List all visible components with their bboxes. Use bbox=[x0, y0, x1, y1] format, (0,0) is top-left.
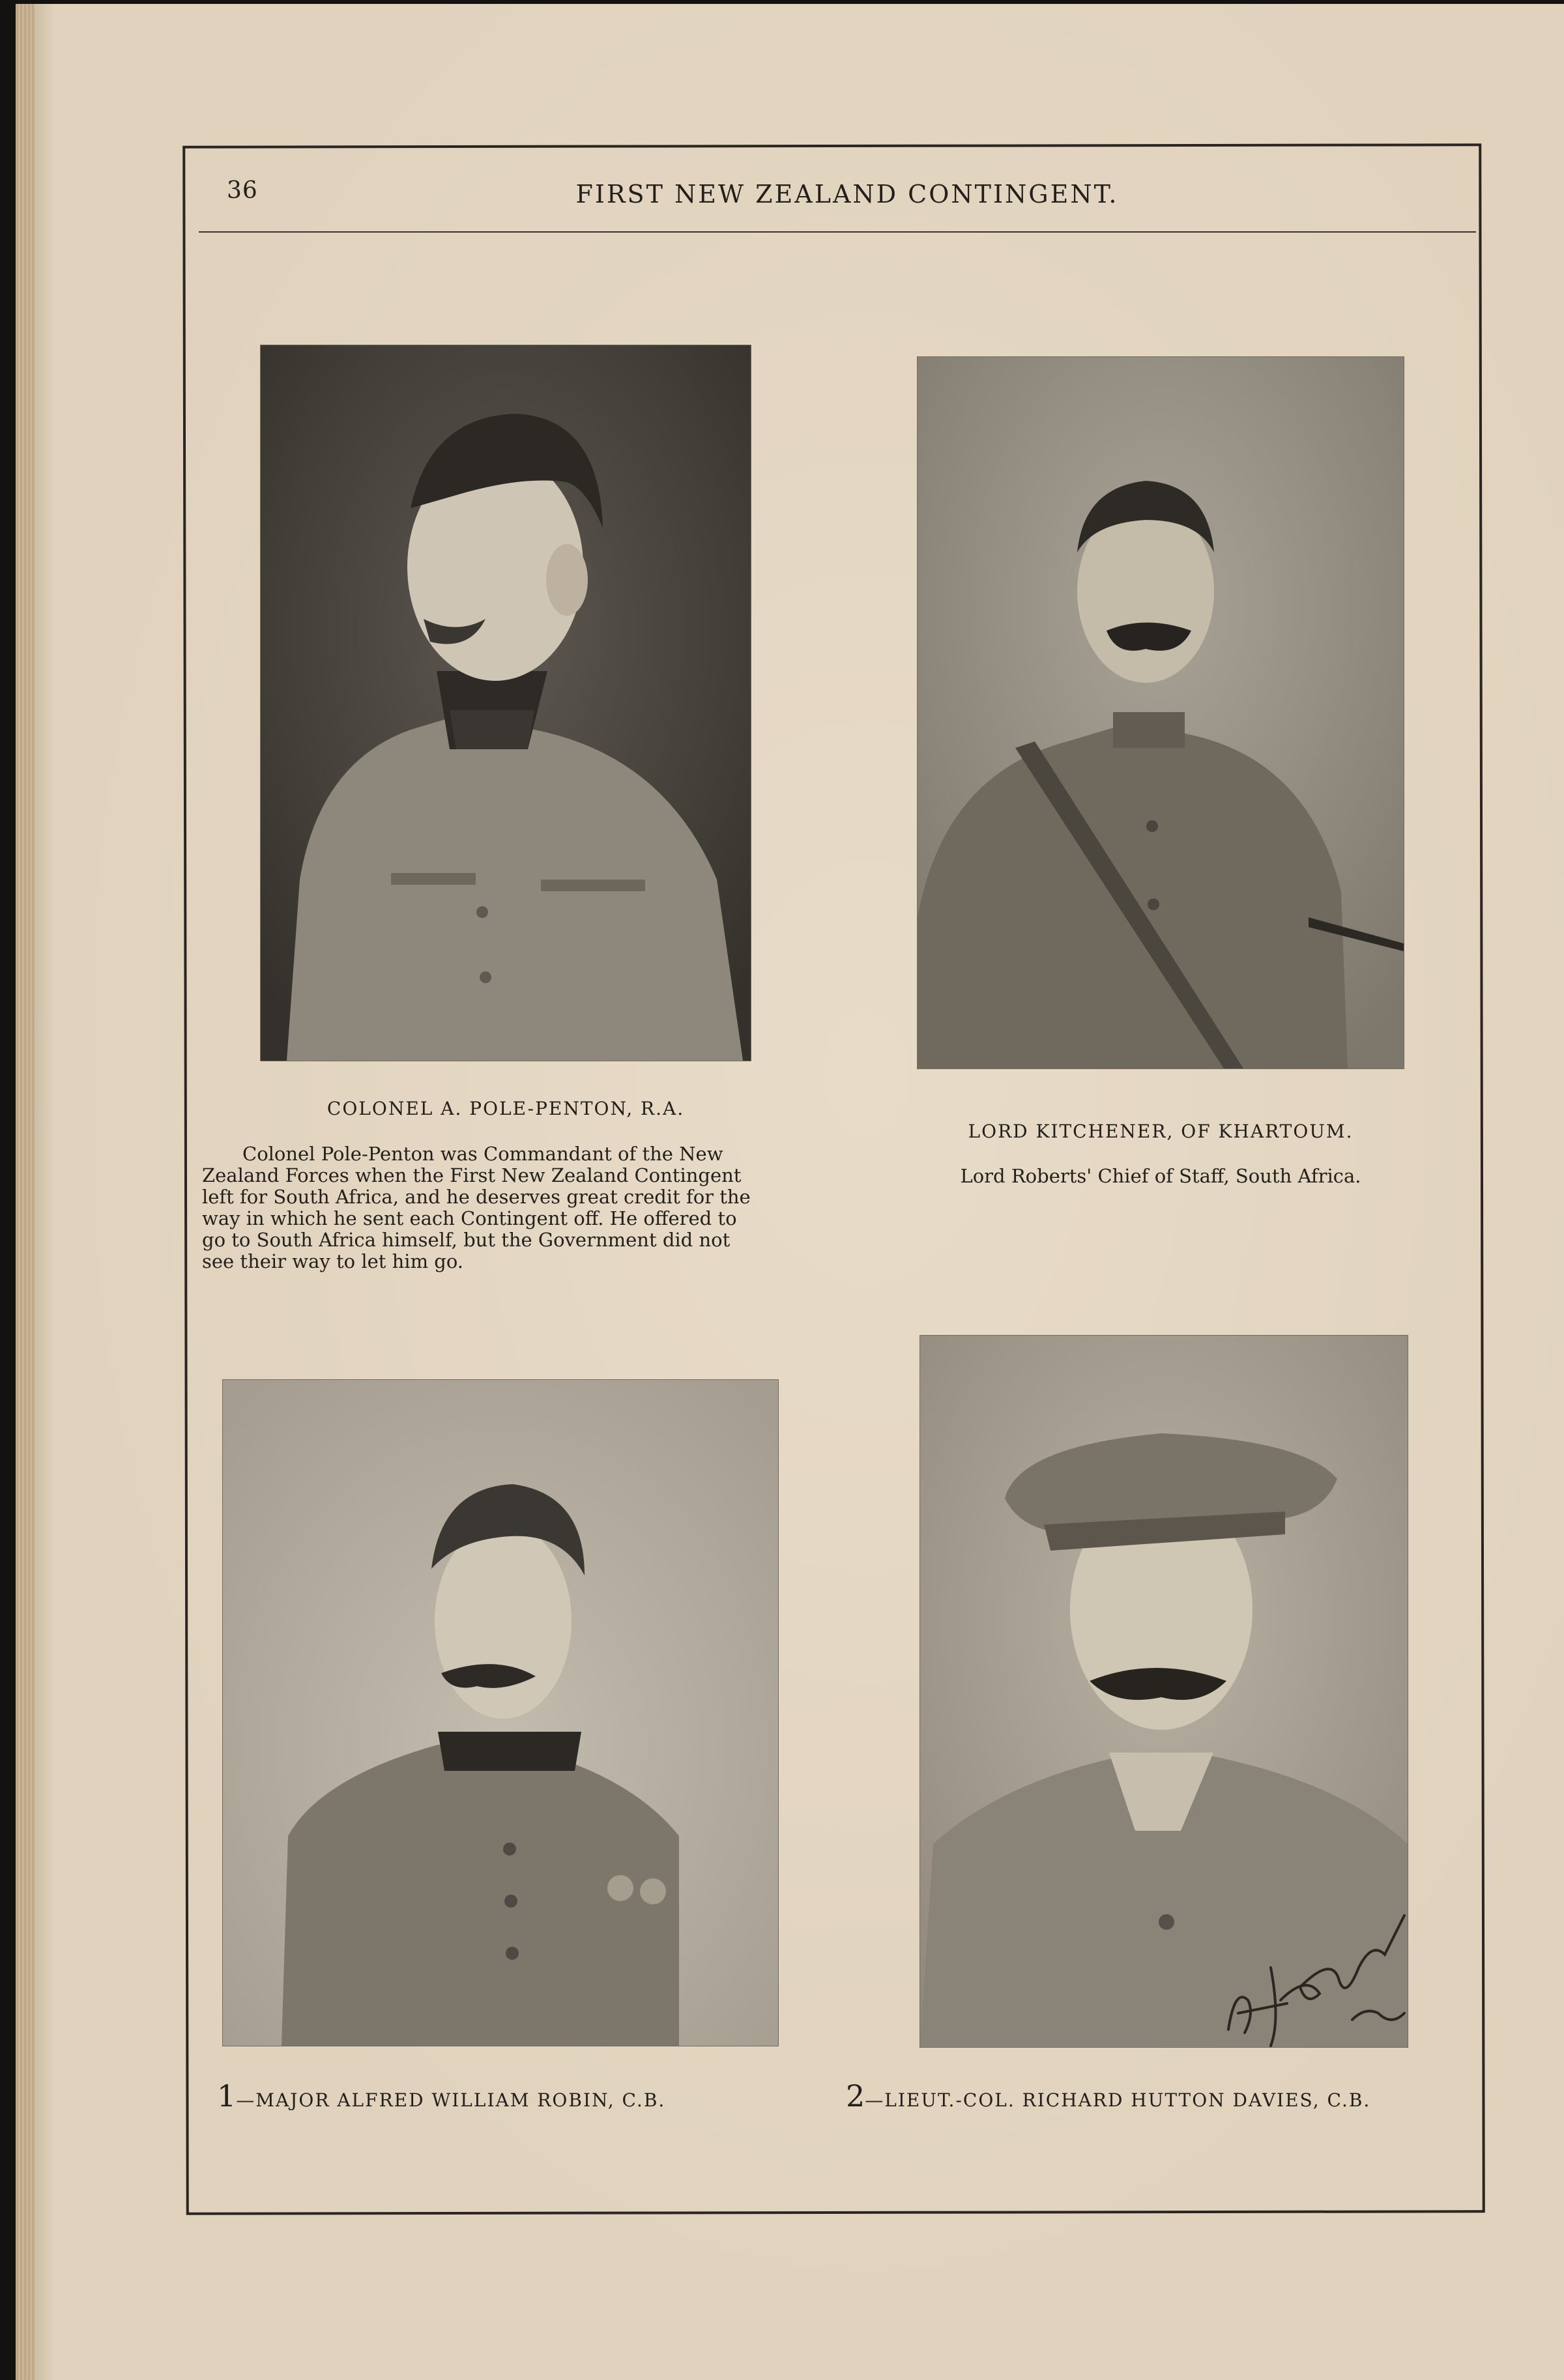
description-line: see their way to let him go. bbox=[202, 1250, 464, 1272]
figure-number: 1 bbox=[217, 2078, 237, 2114]
portrait-kitchener bbox=[918, 357, 1404, 1068]
caption-davies bbox=[846, 2078, 1370, 2114]
figure-number: 2 bbox=[846, 2078, 865, 2114]
caption-text: —LIEUT.-COL. RICHARD HUTTON DAVIES, C.B. bbox=[865, 2089, 1371, 2111]
caption-text: —MAJOR ALFRED WILLIAM ROBIN, C.B. bbox=[236, 2089, 666, 2111]
header-rule bbox=[199, 231, 1476, 233]
description-line: Colonel Pole-Penton was Commandant of the New bbox=[242, 1143, 723, 1165]
description-pole-penton bbox=[202, 1143, 821, 1272]
portrait-robin bbox=[223, 1380, 778, 2046]
signature bbox=[1209, 1889, 1417, 2052]
description-line: Zealand Forces when the First New Zealand Contingent bbox=[202, 1164, 742, 1186]
page-number: 36 bbox=[227, 177, 258, 204]
caption-pole-penton: COLONEL A. POLE-PENTON, R.A. bbox=[326, 1098, 685, 1119]
page-edge bbox=[16, 4, 35, 2380]
portrait-pole-penton bbox=[261, 345, 751, 1061]
caption-robin bbox=[217, 2078, 665, 2114]
subcaption-kitchener: Lord Roberts' Chief of Staff, South Africa. bbox=[960, 1165, 1361, 1187]
description-line: left for South Africa, and he deserves great credit for the bbox=[202, 1186, 751, 1208]
running-head: FIRST NEW ZEALAND CONTINGENT. bbox=[575, 180, 1119, 208]
caption-kitchener: LORD KITCHENER, OF KHARTOUM. bbox=[968, 1121, 1354, 1142]
description-line: way in which he sent each Contingent off. He offered to bbox=[202, 1207, 737, 1229]
description-line: go to South Africa himself, but the Government did not bbox=[202, 1229, 731, 1251]
